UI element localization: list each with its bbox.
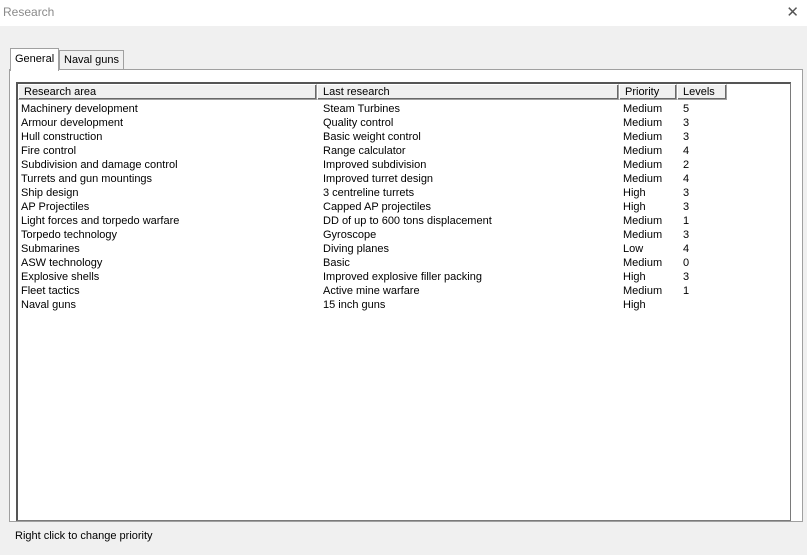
table-row[interactable] [18,186,790,200]
cell-priority: Medium [623,103,663,115]
column-header-levels[interactable]: Levels [677,84,727,100]
cell-levels: 3 [683,201,690,213]
table-row[interactable] [18,256,790,270]
cell-levels: 3 [683,271,690,283]
cell-research-area: Ship design [21,187,79,199]
cell-last-research: Improved subdivision [323,159,427,171]
column-header-last-research[interactable]: Last research [317,84,619,100]
list-header [18,84,790,100]
cell-levels: 3 [683,131,690,143]
cell-research-area: AP Projectiles [21,201,90,213]
cell-last-research: Quality control [323,117,394,129]
table-row[interactable] [18,270,790,284]
table-row[interactable] [18,130,790,144]
cell-priority: Medium [623,257,663,269]
table-row[interactable] [18,200,790,214]
tab-naval-guns[interactable]: Naval guns [59,50,124,70]
cell-research-area: Subdivision and damage control [21,159,178,171]
cell-research-area: Fleet tactics [21,285,80,297]
cell-last-research: 3 centreline turrets [323,187,415,199]
cell-priority: Medium [623,145,663,157]
cell-last-research: Steam Turbines [323,103,401,115]
cell-last-research: Capped AP projectiles [323,201,432,213]
table-row[interactable] [18,214,790,228]
table-row[interactable] [18,284,790,298]
table-row[interactable] [18,158,790,172]
table-row[interactable] [18,172,790,186]
title-bar [0,0,807,26]
cell-priority: High [623,271,646,283]
cell-research-area: Turrets and gun mountings [21,173,153,185]
cell-priority: Low [623,243,644,255]
column-header-research-area[interactable]: Research area [18,84,317,100]
cell-research-area: ASW technology [21,257,103,269]
cell-research-area: Torpedo technology [21,229,118,241]
cell-last-research: Active mine warfare [323,285,420,297]
cell-priority: Medium [623,117,663,129]
cell-levels: 3 [683,229,690,241]
window-title: Research [3,5,55,19]
cell-research-area: Armour development [21,117,124,129]
cell-last-research: Gyroscope [323,229,377,241]
table-row[interactable] [18,116,790,130]
cell-levels: 4 [683,145,690,157]
cell-levels: 1 [683,285,690,297]
cell-research-area: Explosive shells [21,271,100,283]
table-row[interactable] [18,298,790,312]
table-row[interactable] [18,102,790,116]
cell-last-research: Basic [323,257,350,269]
cell-priority: High [623,299,646,311]
cell-priority: Medium [623,285,663,297]
cell-levels: 2 [683,159,690,171]
cell-priority: Medium [623,229,663,241]
cell-last-research: Range calculator [323,145,406,157]
cell-levels: 4 [683,173,690,185]
cell-levels: 1 [683,215,690,227]
cell-research-area: Machinery development [21,103,138,115]
cell-levels: 3 [683,187,690,199]
cell-levels: 5 [683,103,690,115]
status-hint: Right click to change priority [15,530,153,542]
cell-levels: 0 [683,257,690,269]
cell-priority: Medium [623,215,663,227]
cell-last-research: Improved turret design [323,173,434,185]
table-row[interactable] [18,144,790,158]
cell-priority: Medium [623,173,663,185]
cell-research-area: Submarines [21,243,80,255]
cell-priority: High [623,201,646,213]
tab-general[interactable]: General [10,48,59,71]
cell-research-area: Naval guns [21,299,77,311]
close-icon[interactable]: ✕ [786,4,799,21]
cell-priority: High [623,187,646,199]
cell-research-area: Hull construction [21,131,103,143]
column-header-priority[interactable]: Priority [619,84,677,100]
cell-last-research: Basic weight control [323,131,421,143]
cell-levels: 4 [683,243,690,255]
cell-levels: 3 [683,117,690,129]
cell-research-area: Light forces and torpedo warfare [21,215,180,227]
cell-priority: Medium [623,159,663,171]
table-row[interactable] [18,242,790,256]
research-list[interactable] [16,82,791,521]
cell-last-research: Improved explosive filler packing [323,271,482,283]
cell-last-research: 15 inch guns [323,299,386,311]
cell-last-research: DD of up to 600 tons displacement [323,215,492,227]
cell-last-research: Diving planes [323,243,390,255]
cell-priority: Medium [623,131,663,143]
table-row[interactable] [18,228,790,242]
cell-research-area: Fire control [21,145,77,157]
